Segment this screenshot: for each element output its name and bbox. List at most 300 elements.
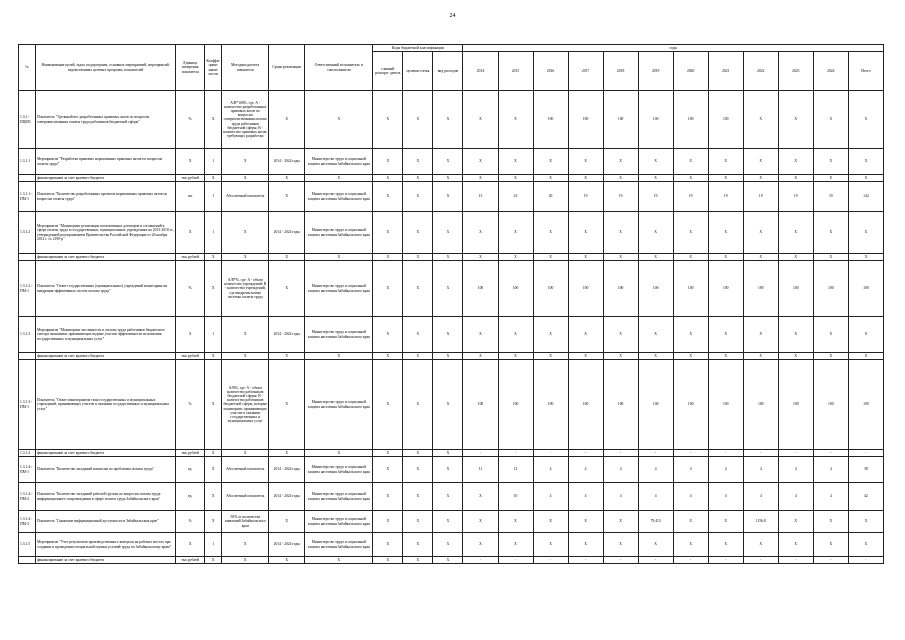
row-year-value: - [498,450,533,457]
row-method: Абсолютный показатель [222,182,269,212]
row-coef: X [205,254,222,261]
row-year-value: X [848,511,883,533]
row-unit: ед. [176,457,205,483]
row-executor: X [305,254,373,261]
row-year-value: X [533,149,568,175]
header-year: 2015 [498,52,533,91]
row-term: X [269,353,305,360]
row-year-value: 4 [673,483,708,511]
row-executor: Министерство труда и социальной защиты населения Забайкальского края [305,483,373,511]
row-method: X [222,149,269,175]
row-year-value: X [568,254,603,261]
row-budget-code: X [433,254,463,261]
row-year-value: X [638,212,673,254]
row-method: Абсолютный показатель [222,457,269,483]
row-unit: % [176,261,205,317]
row-year-value: X [708,254,743,261]
row-year-value: X [603,511,638,533]
row-year-value: 19 [743,182,778,212]
row-term: 2014 - 2024 годы [269,483,305,511]
row-year-value: X [778,212,813,254]
table-row [19,317,884,353]
table-row [19,353,884,360]
row-year-value: X [708,511,743,533]
row-year-value: - [848,450,883,457]
row-term: X [269,450,305,457]
row-year-value: X [848,353,883,360]
row-term: X [269,261,305,317]
row-num [19,175,36,182]
row-num [19,557,36,564]
row-year-value: X [463,353,498,360]
row-budget-code: X [403,483,433,511]
row-year-value: - [533,450,568,457]
header-year: 2020 [673,52,708,91]
header-year: 2021 [708,52,743,91]
row-executor: Министерство труда и социальной защиты населения Забайкальского края [305,317,373,353]
row-year-value: X [673,254,708,261]
row-budget-code: X [373,457,403,483]
row-executor: Министерство труда и социальной защиты населения Забайкальского края [305,261,373,317]
row-year-value: X [813,353,848,360]
row-year-value: - [638,450,673,457]
row-year-value: X [568,149,603,175]
row-num: 1.3.1.4.- ПМ-1 [19,457,36,483]
row-year-value: X [673,317,708,353]
row-year-value: X [743,149,778,175]
row-year-value: 100 [708,360,743,450]
row-budget-code: X [433,149,463,175]
row-year-value: 4 [778,457,813,483]
row-year-value: 23 [498,182,533,212]
row-year-value: 100 [638,91,673,149]
row-year-value: 100 [498,261,533,317]
row-term: 2014 - 2024 годы [269,457,305,483]
row-year-value: 12 [498,457,533,483]
header-year: 2019 [638,52,673,91]
row-year-value: X [638,254,673,261]
row-year-value: 100 [673,360,708,450]
row-term: 2014 - 2024 годы [269,533,305,557]
row-coef: X [205,261,222,317]
header-year: 2016 [533,52,568,91]
row-term: X [269,182,305,212]
row-coef: 1 [205,317,222,353]
row-year-value: X [463,511,498,533]
row-method: X [222,317,269,353]
row-year-value: 19 [638,182,673,212]
row-name: Показатель "Количество разработанных проектов нормативных правовых актов по вопросам оплаты труда" [36,182,176,212]
row-num: 1.3.1.4.- ПМ-2 [19,483,36,511]
row-year-value: X [603,533,638,557]
row-budget-code: X [433,317,463,353]
row-year-value: X [498,254,533,261]
row-budget-code: X [373,91,403,149]
row-year-value: X [463,91,498,149]
row-name: Мероприятие "Мониторинг реализации коллективных договоров и соглашений в сфере оплаты труда в государственных, муниципальных учреждениях на 2013-2018 гг., утвержденной распоряжением Правительства Российской Федерации от 26 ноября 2012 г. № 2190-р" [36,212,176,254]
row-year-value: 4 [638,457,673,483]
row-budget-code: X [373,212,403,254]
row-year-value: X [848,317,883,353]
row-budget-code: X [373,353,403,360]
table-row [19,457,884,483]
row-method: X [222,254,269,261]
row-coef: X [205,450,222,457]
row-year-value: 4 [813,457,848,483]
row-year-value: 100 [708,91,743,149]
row-budget-code: X [403,175,433,182]
row-year-value: 100 [463,261,498,317]
row-year-value: 100 [743,360,778,450]
row-year-value: - [708,450,743,457]
row-coef: 1 [205,149,222,175]
row-budget-code: X [403,557,433,564]
row-executor: Министерство труда и социальной защиты населения Забайкальского края [305,182,373,212]
row-unit: X [176,317,205,353]
row-year-value: 100 [603,360,638,450]
row-num: 1.3.1.5 [19,533,36,557]
row-year-value: X [498,533,533,557]
row-name: финансирование за счет краевого бюджета [36,557,176,564]
row-term: 2014 - 2024 годы [269,149,305,175]
row-year-value: 100 [568,261,603,317]
row-unit: шт [176,182,205,212]
row-year-value: X [603,149,638,175]
row-term: X [269,360,305,450]
row-budget-code: X [433,261,463,317]
row-budget-code: X [373,317,403,353]
row-budget-code: X [403,182,433,212]
row-year-value: X [533,511,568,533]
row-executor: X [305,450,373,457]
row-budget-code: X [403,511,433,533]
row-year-value: - [743,557,778,564]
header-years-group: годы [463,45,884,52]
row-num [19,353,36,360]
header-year: 2024 [813,52,848,91]
row-year-value: - [813,450,848,457]
header-coef: Коэффи- циент значи- мости [205,45,222,91]
table-row [19,557,884,564]
row-year-value: X [708,149,743,175]
row-method: Абсолютный показатель [222,483,269,511]
row-year-value: X [778,149,813,175]
row-budget-code: X [403,450,433,457]
row-year-value: X [603,317,638,353]
row-year-value: X [708,317,743,353]
row-year-value: 100 [848,360,883,450]
row-name: Показатель "Количество заседаний комиссии по проблемам оплаты труда" [36,457,176,483]
row-coef: X [205,175,222,182]
row-year-value: 100 [708,261,743,317]
row-year-value: 100 [673,91,708,149]
row-budget-code: X [373,175,403,182]
row-year-value: 1156,8 [743,511,778,533]
row-budget-code: X [403,360,433,450]
row-name: финансирование за счет краевого бюджета [36,175,176,182]
row-year-value: - [463,557,498,564]
row-year-value: X [743,317,778,353]
row-unit: % [176,91,205,149]
row-year-value: X [813,254,848,261]
row-year-value: X [673,175,708,182]
row-year-value: 100 [778,261,813,317]
table-row [19,450,884,457]
row-budget-code: X [403,254,433,261]
row-year-value: 100 [463,360,498,450]
row-year-value: - [533,557,568,564]
table-row [19,212,884,254]
header-year: 2018 [603,52,638,91]
row-year-value: 100 [638,261,673,317]
row-year-value: X [743,254,778,261]
row-year-value: 19 [708,182,743,212]
row-budget-code: X [373,483,403,511]
row-year-value: X [673,533,708,557]
row-year-value: X [848,175,883,182]
row-method: А/В*%, где: А - объем количество учреждений; В - количество учреждений, где внедрены новые системы оплаты труда [222,261,269,317]
row-year-value: 4 [673,457,708,483]
row-coef: X [205,353,222,360]
row-executor: X [305,175,373,182]
row-year-value: X [498,175,533,182]
row-year-value: 100 [498,360,533,450]
page-number: 24 [449,13,456,19]
row-budget-code: X [433,360,463,450]
row-num: 1.3.1.2 [19,212,36,254]
row-year-value: 19 [813,182,848,212]
row-budget-code: X [403,317,433,353]
row-budget-code: X [373,511,403,533]
header-year: 2023 [778,52,813,91]
row-year-value: 11 [463,457,498,483]
header-budget-col: главный распоря- дитель [373,52,403,91]
row-year-value: X [708,175,743,182]
row-budget-code: X [403,149,433,175]
row-term: 2014 - 2024 годы [269,317,305,353]
row-year-value: - [778,450,813,457]
row-year-value: X [533,175,568,182]
row-year-value: 4 [568,483,603,511]
row-year-value: X [848,533,883,557]
row-num: 1.3.1.1 [19,149,36,175]
row-name: Мероприятие "Учет результатов производственного контроля на рабочих местах при создании и проведении специальной оценки условий труда по Забайкальскому краю" [36,533,176,557]
row-budget-code: X [433,557,463,564]
row-year-value: 4 [778,483,813,511]
header-budget-col: целевая статья [403,52,433,91]
row-year-value: X [778,353,813,360]
row-method: X [222,533,269,557]
row-executor: X [305,91,373,149]
row-coef: X [205,511,222,533]
row-budget-code: X [433,457,463,483]
row-year-value: X [778,317,813,353]
row-year-value: - [638,557,673,564]
row-year-value: X [463,212,498,254]
row-budget-code: X [373,261,403,317]
row-year-value: 100 [568,360,603,450]
row-year-value: X [603,212,638,254]
row-coef: X [205,457,222,483]
row-year-value: 100 [673,261,708,317]
header-year: 2017 [568,52,603,91]
table-row [19,360,884,450]
row-year-value: X [603,175,638,182]
row-method: X [222,557,269,564]
row-year-value: 42 [848,483,883,511]
row-year-value: X [568,533,603,557]
row-year-value: 100 [638,360,673,450]
row-year-value: X [708,353,743,360]
row-year-value: 4 [603,483,638,511]
table-row [19,175,884,182]
row-year-value: X [463,175,498,182]
row-name: Показатель "Охват мониторингом типа государственных и муниципальных учреждений, принимающих участие в оказании государственных и муниципальных услуг" [36,360,176,450]
row-year-value: - [568,557,603,564]
row-year-value: X [638,317,673,353]
row-year-value: 19 [673,182,708,212]
row-year-value: - [673,557,708,564]
row-year-value: 4 [533,483,568,511]
row-year-value: X [708,533,743,557]
row-name: финансирование за счет краевого бюджета [36,353,176,360]
row-budget-code: X [433,483,463,511]
row-year-value: X [743,212,778,254]
row-budget-code: X [433,175,463,182]
row-coef: X [205,91,222,149]
row-method: X [222,175,269,182]
row-name: финансирование за счет краевого бюджета [36,254,176,261]
row-year-value: 19 [568,182,603,212]
row-year-value: 100 [533,91,568,149]
row-year-value: 100 [813,360,848,450]
row-unit: тыс.рублей [176,175,205,182]
row-executor: Министерство труда и социальной защиты населения Забайкальского края [305,511,373,533]
row-year-value: 4 [708,457,743,483]
row-budget-code: X [373,557,403,564]
row-year-value: 100 [533,360,568,450]
row-year-value: X [498,317,533,353]
row-year-value: X [673,511,708,533]
row-name: Мероприятие "Мониторинг численности и оплаты труда работников бюджетного сектора экономики, применяющих водные участки эффективности исполнения государственных и муниципальных услуг" [36,317,176,353]
row-year-value: - [603,450,638,457]
row-year-value: X [533,353,568,360]
row-num: 1.3.1.- ПЦМ3 [19,91,36,149]
row-year-value: - [708,557,743,564]
row-budget-code: X [433,182,463,212]
row-year-value: X [568,317,603,353]
row-budget-code: X [403,457,433,483]
table-row [19,182,884,212]
row-coef: 1 [205,212,222,254]
table-row [19,483,884,511]
row-year-value: X [498,212,533,254]
row-budget-code: X [373,182,403,212]
row-year-value: X [813,212,848,254]
row-budget-code: X [403,353,433,360]
row-year-value: 20 [533,182,568,212]
row-term: X [269,557,305,564]
row-method: А/В*100%, где: А - количество разработанных правовых актов по вопросам совершенствования оплаты труда работников бюджетной сферы; В - количество правовых актов, требующих разработки [222,91,269,149]
row-budget-code: X [403,261,433,317]
row-budget-code: X [403,212,433,254]
row-budget-code: X [433,511,463,533]
row-year-value: X [743,91,778,149]
header-year: 2022 [743,52,778,91]
row-year-value: - [813,557,848,564]
row-year-value: X [673,149,708,175]
row-coef: 1 [205,533,222,557]
row-year-value: 10 [498,483,533,511]
row-year-value: 100 [603,91,638,149]
row-year-value: X [778,533,813,557]
row-method: X [222,450,269,457]
row-num [19,254,36,261]
row-year-value: X [638,175,673,182]
row-coef: X [205,557,222,564]
program-indicators-table [18,44,884,564]
header-executor: Ответственный исполнитель и соисполнители [305,45,373,91]
row-budget-code: X [433,212,463,254]
row-year-value: X [533,254,568,261]
row-year-value: 142 [848,182,883,212]
header-unit: Единица измерения показателя [176,45,205,91]
row-year-value: 19 [603,182,638,212]
row-year-value: X [603,254,638,261]
row-year-value: 100 [603,261,638,317]
row-method: X [222,212,269,254]
row-year-value: 4 [568,457,603,483]
row-year-value: X [848,91,883,149]
row-year-value: X [778,511,813,533]
row-budget-code: X [403,533,433,557]
row-year-value: 4 [638,483,673,511]
row-year-value: - [463,450,498,457]
row-year-value: 100 [533,261,568,317]
row-year-value: X [813,175,848,182]
row-year-value: X [638,149,673,175]
row-year-value: X [778,91,813,149]
row-name: Показатель "Снижение информационной доступности в Забайкальском крае" [36,511,176,533]
row-budget-code: X [433,533,463,557]
table-row [19,91,884,149]
row-coef: X [205,483,222,511]
row-year-value: 38 [848,457,883,483]
row-year-value: X [533,533,568,557]
row-budget-code: X [373,450,403,457]
row-year-value: X [498,511,533,533]
row-year-value: 100 [813,261,848,317]
row-year-value: - [778,557,813,564]
header-num: № [19,45,36,91]
row-unit: тыс.рублей [176,353,205,360]
row-term: X [269,254,305,261]
row-year-value: X [498,91,533,149]
row-year-value: X [568,511,603,533]
row-executor: X [305,353,373,360]
row-year-value: - [673,450,708,457]
row-year-value: X [498,353,533,360]
row-year-value: X [568,353,603,360]
row-term: 2014 - 2024 годы [269,212,305,254]
row-coef: X [205,360,222,450]
row-unit: X [176,533,205,557]
row-year-value: - [848,557,883,564]
header-year: 2014 [463,52,498,91]
row-budget-code: X [373,149,403,175]
table-row [19,261,884,317]
row-year-value: X [463,317,498,353]
